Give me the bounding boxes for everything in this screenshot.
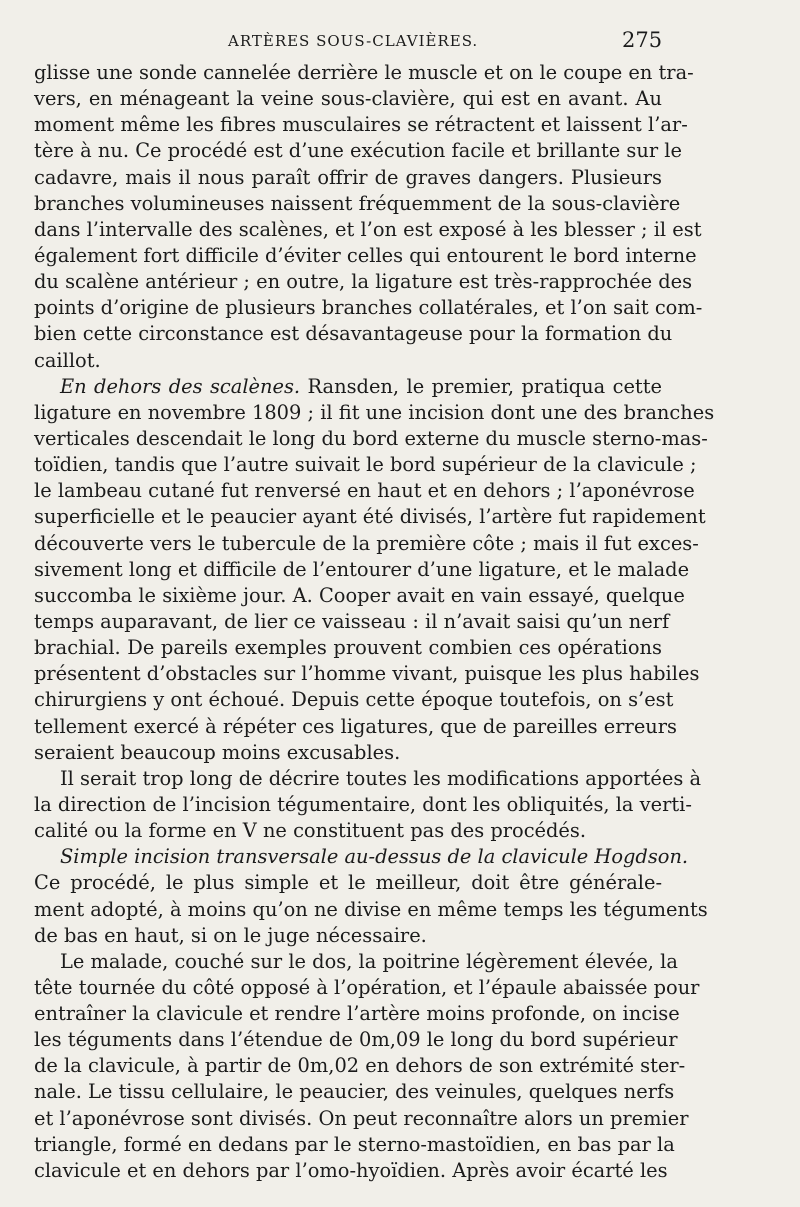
text-line [34, 975, 700, 1001]
text-run: le lambeau cutané fut renversé en haut et en dehors ; l’aponévrose [34, 479, 695, 503]
text-line [34, 112, 688, 138]
text-line [34, 714, 677, 740]
text-run: ligature en novembre 1809 ; il fit une incision dont une des branches [34, 400, 715, 424]
italic-text: Simple incision transversale au-dessus de la clavicule Hogdson. [60, 845, 689, 869]
text-line [34, 191, 681, 217]
text-run: clavicule et en dehors par l’omo-hyoïdien. Après avoir écarté les [34, 1158, 668, 1182]
text-run: et l’aponévrose sont divisés. On peut reconnaître alors un premier [34, 1106, 689, 1130]
text-run: chirurgiens y ont échoué. Depuis cette époque toutefois, on s’est [34, 688, 674, 712]
text-run: tête tournée du côté opposé à l’opération, et l’épaule abaissée pour [34, 975, 700, 999]
text-run: de bas en haut, si on le juge nécessaire. [34, 923, 427, 947]
text-line [34, 923, 662, 949]
text-line [34, 295, 703, 321]
text-run: Ransden, le premier, pratiqua cette [300, 374, 662, 398]
text-run: du scalène antérieur ; en outre, la ligature est très-rapprochée des [34, 270, 693, 294]
text-run: Il serait trop long de décrire toutes les modifications apportées à [60, 766, 702, 790]
text-run: bien cette circonstance est désavantageuse pour la formation du [34, 322, 673, 346]
text-run: également fort difficile d’éviter celles qui entourent le bord interne [34, 243, 697, 267]
text-run: calité ou la forme en V ne constituent pas des procédés. [34, 819, 587, 843]
text-line [34, 1158, 668, 1184]
text-line [34, 217, 702, 243]
text-line [34, 1053, 686, 1079]
text-run: succomba le sixième jour. A. Cooper avait en vain essayé, quelque [34, 583, 685, 607]
text-line [34, 504, 706, 530]
text-run: nale. Le tissu cellulaire, le peaucier, des veinules, quelques nerfs [34, 1080, 675, 1104]
running-title: ARTÈRES SOUS-CLAVIÈRES. [228, 32, 479, 50]
text-line [34, 531, 699, 557]
text-run: cadavre, mais il nous paraît offrir de graves dangers. Plusieurs [34, 165, 662, 189]
text-run: entraîner la clavicule et rendre l’artère moins profonde, on incise [34, 1002, 680, 1026]
text-line [34, 321, 673, 347]
text-run: les téguments dans l’étendue de 0m,09 le long du bord supérieur [34, 1028, 678, 1052]
text-run: caillot. [34, 348, 101, 372]
text-line [34, 844, 689, 870]
text-line [34, 818, 662, 844]
text-line [34, 687, 674, 713]
text-run: seraient beaucoup moins excusables. [34, 740, 401, 764]
text-run: présentent d’obstacles sur l’homme vivant, puisque les plus habiles [34, 662, 700, 686]
text-line [34, 452, 697, 478]
text-line [34, 557, 690, 583]
text-run: toïdien, tandis que l’autre suivait le bord supérieur de la clavicule ; [34, 453, 697, 477]
text-run: brachial. De pareils exemples prouvent combien ces opérations [34, 636, 662, 660]
text-line [34, 1027, 678, 1053]
text-run: tère à nu. Ce procédé est d’une exécution facile et brillante sur le [34, 139, 682, 163]
text-run: Le malade, couché sur le dos, la poitrine légèrement élevée, la [60, 949, 678, 973]
italic-text: En dehors des scalènes. [60, 374, 301, 398]
text-run: tellement exercé à répéter ces ligatures, que de pareilles erreurs [34, 714, 677, 738]
text-run: découverte vers le tubercule de la première côte ; mais il fut exces- [34, 531, 699, 555]
text-line [34, 661, 700, 687]
text-line [34, 766, 702, 792]
text-line [34, 138, 682, 164]
text-run: ment adopté, à moins qu’on ne divise en même temps les téguments [34, 897, 708, 921]
text-run: temps auparavant, de lier ce vaisseau : il n’avait saisi qu’un nerf [34, 609, 670, 633]
text-line [34, 374, 662, 400]
text-run: branches volumineuses naissent fréquemment de la sous-clavière [34, 191, 681, 215]
text-run: glisse une sonde cannelée derrière le muscle et on le coupe en tra- [34, 61, 694, 84]
text-line [34, 348, 662, 374]
body-text [34, 60, 715, 1184]
text-line [34, 400, 715, 426]
text-line [34, 897, 708, 923]
page-header [0, 28, 800, 58]
text-line [34, 635, 662, 661]
text-line [34, 740, 662, 766]
page-number: 275 [622, 28, 663, 52]
text-line [34, 1079, 675, 1105]
text-line [34, 60, 694, 86]
text-run: points d’origine de plusieurs branches collatérales, et l’on sait com- [34, 296, 703, 320]
text-run: superficielle et le peaucier ayant été divisés, l’artère fut rapidement [34, 505, 706, 529]
text-run: vers, en ménageant la veine sous-clavière, qui est en avant. Au [34, 87, 662, 111]
text-run: de la clavicule, à partir de 0m,02 en dehors de son extrémité ster- [34, 1054, 686, 1078]
text-line [34, 478, 695, 504]
text-line [34, 243, 697, 269]
text-line [34, 426, 708, 452]
text-run: triangle, formé en dedans par le sterno-mastoïdien, en bas par la [34, 1132, 675, 1156]
text-line [34, 949, 678, 975]
text-line [34, 269, 693, 295]
text-run: moment même les fibres musculaires se rétractent et laissent l’ar- [34, 113, 688, 137]
text-run: verticales descendait le long du bord externe du muscle sterno-mas- [34, 426, 708, 450]
text-run: sivement long et difficile de l’entourer d’une ligature, et le malade [34, 557, 690, 581]
text-line [34, 583, 685, 609]
text-line [34, 1001, 680, 1027]
text-line [34, 792, 692, 818]
text-line [34, 1132, 675, 1158]
text-run: la direction de l’incision tégumentaire, dont les obliquités, la verti- [34, 792, 692, 816]
text-line [34, 1106, 689, 1132]
text-run: Ce procédé, le plus simple et le meilleur, doit être générale- [34, 871, 662, 895]
text-line [34, 609, 670, 635]
text-line [34, 165, 662, 191]
text-line [34, 870, 662, 896]
text-run: dans l’intervalle des scalènes, et l’on est exposé à les blesser ; il est [34, 217, 702, 241]
text-line [34, 86, 662, 112]
